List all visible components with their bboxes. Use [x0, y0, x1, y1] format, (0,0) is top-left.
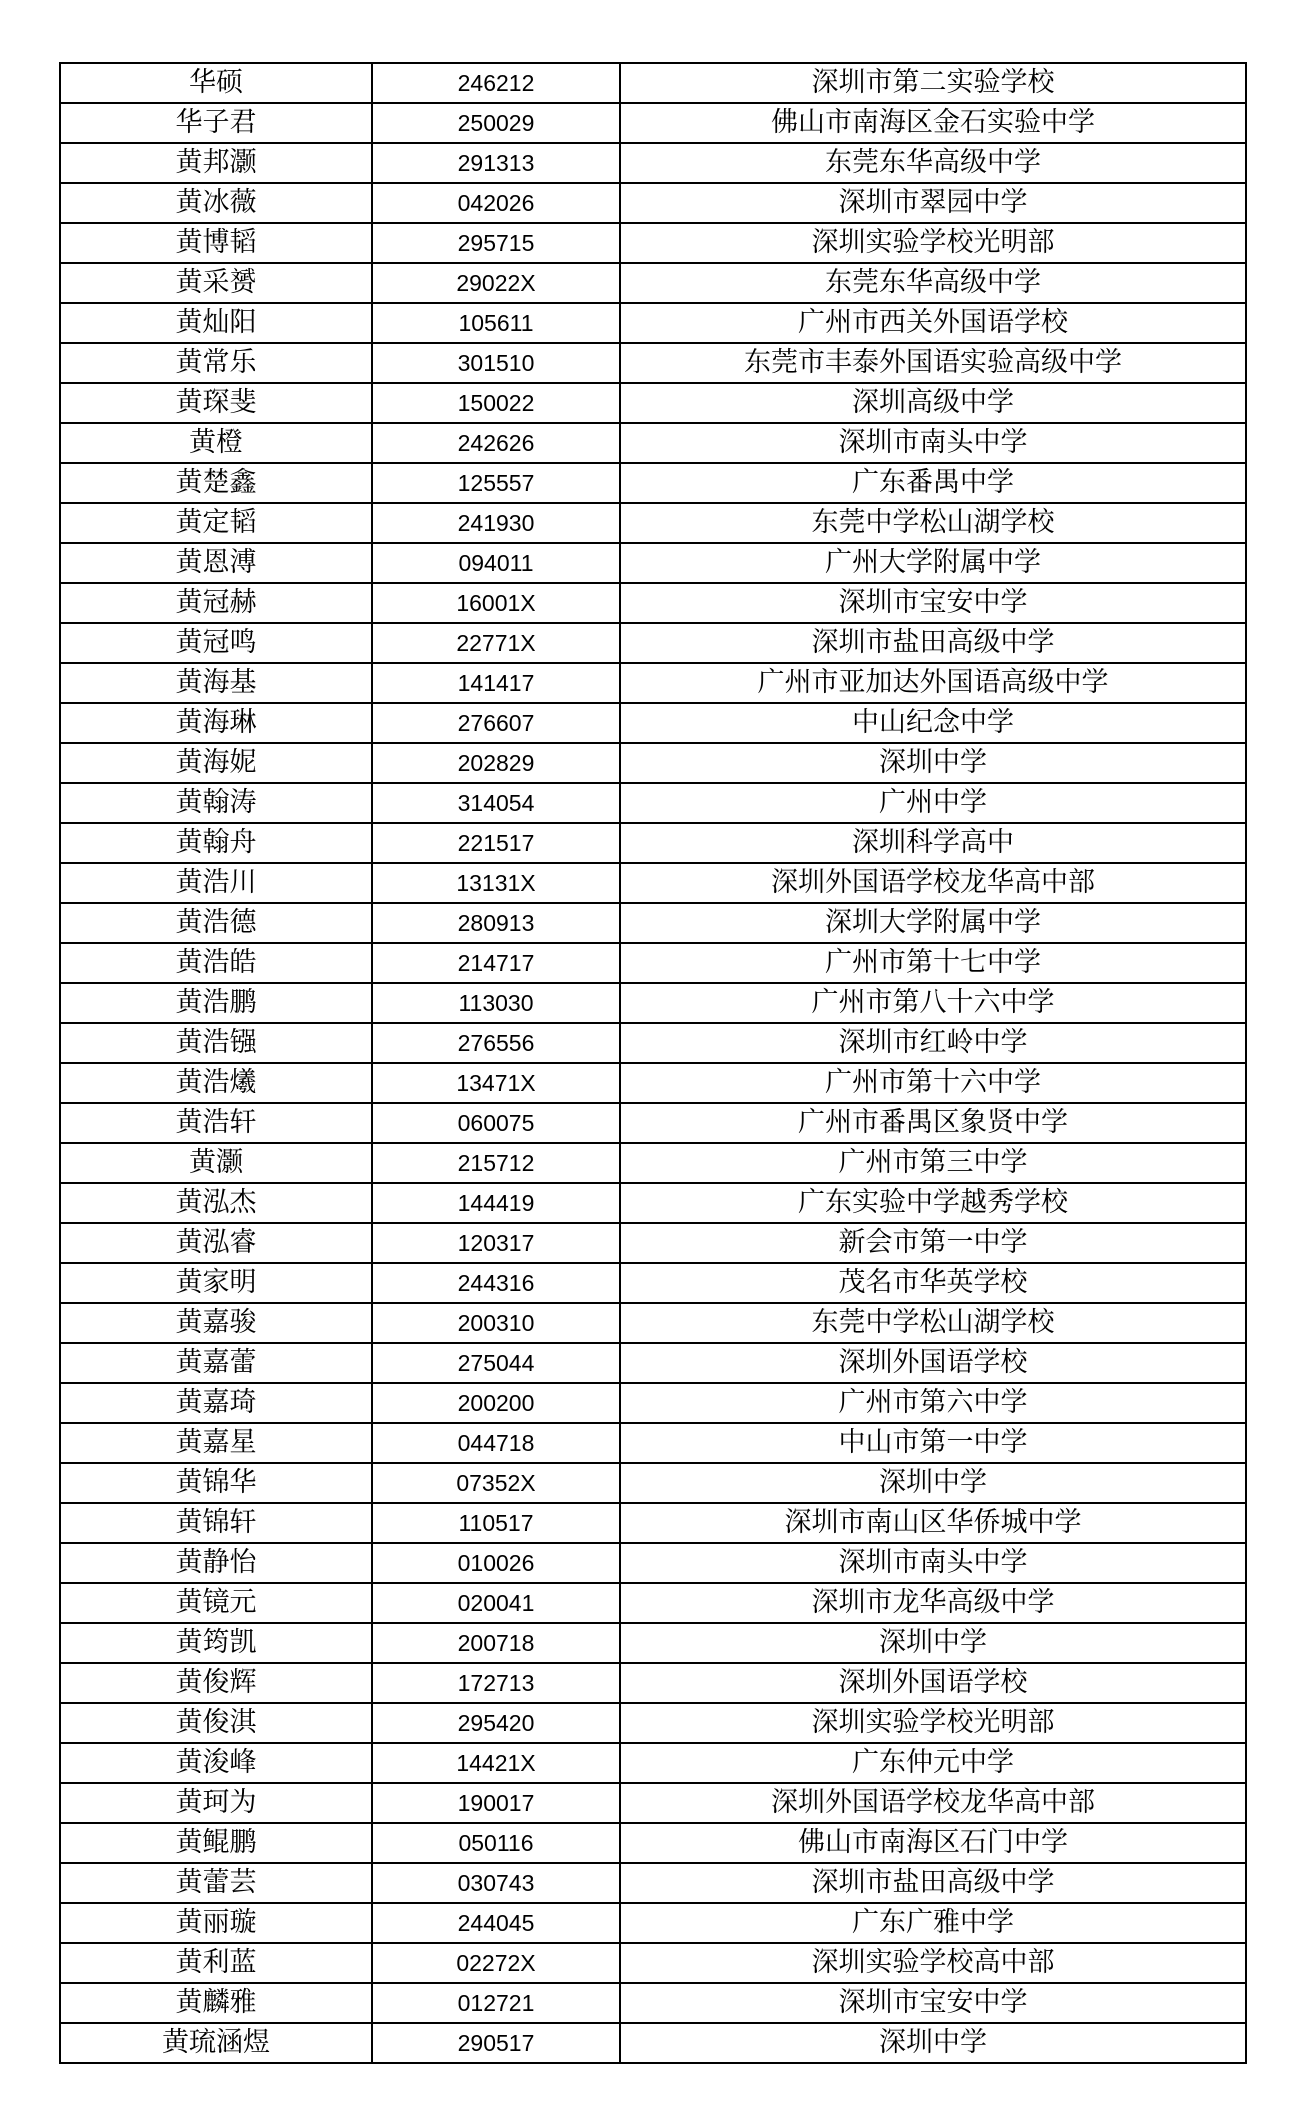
student-id-cell: 276607 [372, 703, 620, 743]
student-name-cell: 黄麟雅 [60, 1983, 372, 2023]
table-row [60, 1703, 1246, 1743]
table-row [60, 1823, 1246, 1863]
student-name-cell: 黄冠赫 [60, 583, 372, 623]
table-row [60, 1783, 1246, 1823]
student-name-cell: 黄锦轩 [60, 1503, 372, 1543]
student-id-cell: 244045 [372, 1903, 620, 1943]
school-name-cell: 新会市第一中学 [620, 1223, 1246, 1263]
student-id-cell: 250029 [372, 103, 620, 143]
school-name-cell: 深圳市盐田高级中学 [620, 623, 1246, 663]
student-id-cell: 242626 [372, 423, 620, 463]
table-row [60, 943, 1246, 983]
student-name-cell: 黄定韬 [60, 503, 372, 543]
student-id-cell: 14421X [372, 1743, 620, 1783]
school-name-cell: 深圳科学高中 [620, 823, 1246, 863]
student-id-cell: 200200 [372, 1383, 620, 1423]
student-name-cell: 华硕 [60, 63, 372, 103]
student-name-cell: 黄灿阳 [60, 303, 372, 343]
student-name-cell: 黄镜元 [60, 1583, 372, 1623]
student-name-cell: 黄浩皓 [60, 943, 372, 983]
student-id-cell: 13131X [372, 863, 620, 903]
school-name-cell: 深圳实验学校高中部 [620, 1943, 1246, 1983]
student-name-cell: 黄浚峰 [60, 1743, 372, 1783]
student-id-cell: 02272X [372, 1943, 620, 1983]
student-id-cell: 094011 [372, 543, 620, 583]
school-name-cell: 广州大学附属中学 [620, 543, 1246, 583]
table-row [60, 1063, 1246, 1103]
school-name-cell: 广州市亚加达外国语高级中学 [620, 663, 1246, 703]
student-id-cell: 125557 [372, 463, 620, 503]
table-row [60, 183, 1246, 223]
student-name-cell: 黄蕾芸 [60, 1863, 372, 1903]
student-id-cell: 020041 [372, 1583, 620, 1623]
table-row [60, 1103, 1246, 1143]
school-name-cell: 东莞中学松山湖学校 [620, 503, 1246, 543]
student-name-cell: 黄泓杰 [60, 1183, 372, 1223]
student-name-cell: 黄浩爔 [60, 1063, 372, 1103]
table-row [60, 1863, 1246, 1903]
table-row [60, 1503, 1246, 1543]
table-row [60, 1183, 1246, 1223]
student-name-cell: 黄嘉蕾 [60, 1343, 372, 1383]
student-name-cell: 黄泓睿 [60, 1223, 372, 1263]
table-row [60, 1903, 1246, 1943]
student-id-cell: 120317 [372, 1223, 620, 1263]
student-id-cell: 295715 [372, 223, 620, 263]
school-name-cell: 深圳外国语学校龙华高中部 [620, 1783, 1246, 1823]
student-name-cell: 黄琉涵煜 [60, 2023, 372, 2063]
student-name-cell: 黄海基 [60, 663, 372, 703]
school-name-cell: 深圳市龙华高级中学 [620, 1583, 1246, 1623]
school-name-cell: 东莞市丰泰外国语实验高级中学 [620, 343, 1246, 383]
table-row [60, 1343, 1246, 1383]
table-row [60, 1543, 1246, 1583]
student-id-cell: 295420 [372, 1703, 620, 1743]
school-name-cell: 广州市第三中学 [620, 1143, 1246, 1183]
student-id-cell: 044718 [372, 1423, 620, 1463]
school-name-cell: 深圳中学 [620, 2023, 1246, 2063]
table-row [60, 423, 1246, 463]
student-id-cell: 202829 [372, 743, 620, 783]
student-id-cell: 150022 [372, 383, 620, 423]
student-name-cell: 华子君 [60, 103, 372, 143]
student-name-cell: 黄楚鑫 [60, 463, 372, 503]
student-name-cell: 黄博韬 [60, 223, 372, 263]
student-name-cell: 黄橙 [60, 423, 372, 463]
student-id-cell: 113030 [372, 983, 620, 1023]
table-row [60, 903, 1246, 943]
student-name-cell: 黄珂为 [60, 1783, 372, 1823]
student-id-cell: 060075 [372, 1103, 620, 1143]
school-name-cell: 佛山市南海区金石实验中学 [620, 103, 1246, 143]
student-name-cell: 黄嘉琦 [60, 1383, 372, 1423]
school-name-cell: 深圳市南头中学 [620, 423, 1246, 463]
table-row [60, 1623, 1246, 1663]
student-id-cell: 110517 [372, 1503, 620, 1543]
school-name-cell: 中山市第一中学 [620, 1423, 1246, 1463]
table-row [60, 1743, 1246, 1783]
table-row [60, 1303, 1246, 1343]
school-name-cell: 东莞东华高级中学 [620, 263, 1246, 303]
table-row [60, 583, 1246, 623]
student-name-cell: 黄海琳 [60, 703, 372, 743]
student-id-cell: 241930 [372, 503, 620, 543]
school-name-cell: 广州市番禺区象贤中学 [620, 1103, 1246, 1143]
student-id-cell: 105611 [372, 303, 620, 343]
table-row [60, 1263, 1246, 1303]
student-name-cell: 黄邦灏 [60, 143, 372, 183]
table-row [60, 103, 1246, 143]
student-id-cell: 010026 [372, 1543, 620, 1583]
student-id-cell: 16001X [372, 583, 620, 623]
student-id-cell: 141417 [372, 663, 620, 703]
school-name-cell: 深圳市红岭中学 [620, 1023, 1246, 1063]
student-name-cell: 黄翰舟 [60, 823, 372, 863]
school-name-cell: 广东实验中学越秀学校 [620, 1183, 1246, 1223]
student-name-cell: 黄鲲鹏 [60, 1823, 372, 1863]
school-name-cell: 广州市第六中学 [620, 1383, 1246, 1423]
table-row [60, 1383, 1246, 1423]
student-id-cell: 190017 [372, 1783, 620, 1823]
table-row [60, 1583, 1246, 1623]
table-row [60, 223, 1246, 263]
student-name-cell: 黄灏 [60, 1143, 372, 1183]
school-name-cell: 深圳中学 [620, 1463, 1246, 1503]
school-name-cell: 深圳市南山区华侨城中学 [620, 1503, 1246, 1543]
student-name-cell: 黄冠鸣 [60, 623, 372, 663]
school-name-cell: 广东仲元中学 [620, 1743, 1246, 1783]
student-id-cell: 050116 [372, 1823, 620, 1863]
student-name-cell: 黄浩镪 [60, 1023, 372, 1063]
student-name-cell: 黄利蓝 [60, 1943, 372, 1983]
student-id-cell: 291313 [372, 143, 620, 183]
table-row [60, 343, 1246, 383]
school-name-cell: 茂名市华英学校 [620, 1263, 1246, 1303]
school-name-cell: 广州市第十六中学 [620, 1063, 1246, 1103]
school-name-cell: 深圳大学附属中学 [620, 903, 1246, 943]
table-row [60, 303, 1246, 343]
student-id-cell: 13471X [372, 1063, 620, 1103]
table-row [60, 63, 1246, 103]
school-name-cell: 广州市第八十六中学 [620, 983, 1246, 1023]
student-name-cell: 黄常乐 [60, 343, 372, 383]
student-name-cell: 黄家明 [60, 1263, 372, 1303]
student-id-cell: 22771X [372, 623, 620, 663]
school-name-cell: 深圳市宝安中学 [620, 1983, 1246, 2023]
school-name-cell: 深圳市盐田高级中学 [620, 1863, 1246, 1903]
table-row [60, 1143, 1246, 1183]
student-name-cell: 黄嘉星 [60, 1423, 372, 1463]
school-name-cell: 广东广雅中学 [620, 1903, 1246, 1943]
school-name-cell: 深圳市翠园中学 [620, 183, 1246, 223]
school-name-cell: 深圳实验学校光明部 [620, 223, 1246, 263]
student-name-cell: 黄采赟 [60, 263, 372, 303]
student-id-cell: 07352X [372, 1463, 620, 1503]
student-name-cell: 黄翰涛 [60, 783, 372, 823]
table-row [60, 743, 1246, 783]
student-name-cell: 黄琛斐 [60, 383, 372, 423]
student-id-cell: 042026 [372, 183, 620, 223]
table-row [60, 783, 1246, 823]
school-name-cell: 广州市西关外国语学校 [620, 303, 1246, 343]
table-row [60, 1983, 1246, 2023]
table-row [60, 1463, 1246, 1503]
school-name-cell: 东莞中学松山湖学校 [620, 1303, 1246, 1343]
table-row [60, 143, 1246, 183]
table-row [60, 1663, 1246, 1703]
table-row [60, 983, 1246, 1023]
student-id-cell: 276556 [372, 1023, 620, 1063]
school-name-cell: 深圳中学 [620, 743, 1246, 783]
table-row [60, 623, 1246, 663]
table-row [60, 663, 1246, 703]
student-name-cell: 黄俊淇 [60, 1703, 372, 1743]
table-row [60, 263, 1246, 303]
student-name-cell: 黄海妮 [60, 743, 372, 783]
student-id-cell: 290517 [372, 2023, 620, 2063]
school-name-cell: 深圳市第二实验学校 [620, 63, 1246, 103]
student-id-cell: 29022X [372, 263, 620, 303]
student-id-cell: 172713 [372, 1663, 620, 1703]
student-id-cell: 030743 [372, 1863, 620, 1903]
student-name-cell: 黄丽璇 [60, 1903, 372, 1943]
school-name-cell: 深圳市南头中学 [620, 1543, 1246, 1583]
table-row [60, 1423, 1246, 1463]
student-name-cell: 黄浩鹏 [60, 983, 372, 1023]
student-id-cell: 275044 [372, 1343, 620, 1383]
student-id-cell: 221517 [372, 823, 620, 863]
school-name-cell: 深圳外国语学校 [620, 1343, 1246, 1383]
school-name-cell: 佛山市南海区石门中学 [620, 1823, 1246, 1863]
student-name-cell: 黄嘉骏 [60, 1303, 372, 1343]
student-id-cell: 200310 [372, 1303, 620, 1343]
student-id-cell: 215712 [372, 1143, 620, 1183]
school-name-cell: 广东番禺中学 [620, 463, 1246, 503]
roster-table [59, 62, 1247, 2064]
table-row [60, 1223, 1246, 1263]
student-name-cell: 黄浩轩 [60, 1103, 372, 1143]
table-row [60, 823, 1246, 863]
student-id-cell: 244316 [372, 1263, 620, 1303]
student-name-cell: 黄浩川 [60, 863, 372, 903]
table-row [60, 1943, 1246, 1983]
school-name-cell: 中山纪念中学 [620, 703, 1246, 743]
roster-body [60, 63, 1246, 2063]
table-row [60, 383, 1246, 423]
school-name-cell: 深圳外国语学校 [620, 1663, 1246, 1703]
student-name-cell: 黄俊辉 [60, 1663, 372, 1703]
table-row [60, 703, 1246, 743]
student-name-cell: 黄静怡 [60, 1543, 372, 1583]
school-name-cell: 深圳中学 [620, 1623, 1246, 1663]
student-id-cell: 144419 [372, 1183, 620, 1223]
table-row [60, 503, 1246, 543]
student-name-cell: 黄锦华 [60, 1463, 372, 1503]
school-name-cell: 广州市第十七中学 [620, 943, 1246, 983]
student-id-cell: 012721 [372, 1983, 620, 2023]
student-name-cell: 黄筠凯 [60, 1623, 372, 1663]
student-id-cell: 246212 [372, 63, 620, 103]
school-name-cell: 深圳市宝安中学 [620, 583, 1246, 623]
student-id-cell: 214717 [372, 943, 620, 983]
student-id-cell: 301510 [372, 343, 620, 383]
school-name-cell: 东莞东华高级中学 [620, 143, 1246, 183]
school-name-cell: 深圳实验学校光明部 [620, 1703, 1246, 1743]
school-name-cell: 深圳外国语学校龙华高中部 [620, 863, 1246, 903]
table-row [60, 2023, 1246, 2063]
student-name-cell: 黄冰薇 [60, 183, 372, 223]
student-id-cell: 314054 [372, 783, 620, 823]
student-name-cell: 黄恩溥 [60, 543, 372, 583]
table-row [60, 463, 1246, 503]
school-name-cell: 深圳高级中学 [620, 383, 1246, 423]
table-row [60, 543, 1246, 583]
table-row [60, 863, 1246, 903]
student-id-cell: 200718 [372, 1623, 620, 1663]
school-name-cell: 广州中学 [620, 783, 1246, 823]
student-name-cell: 黄浩德 [60, 903, 372, 943]
student-id-cell: 280913 [372, 903, 620, 943]
table-row [60, 1023, 1246, 1063]
